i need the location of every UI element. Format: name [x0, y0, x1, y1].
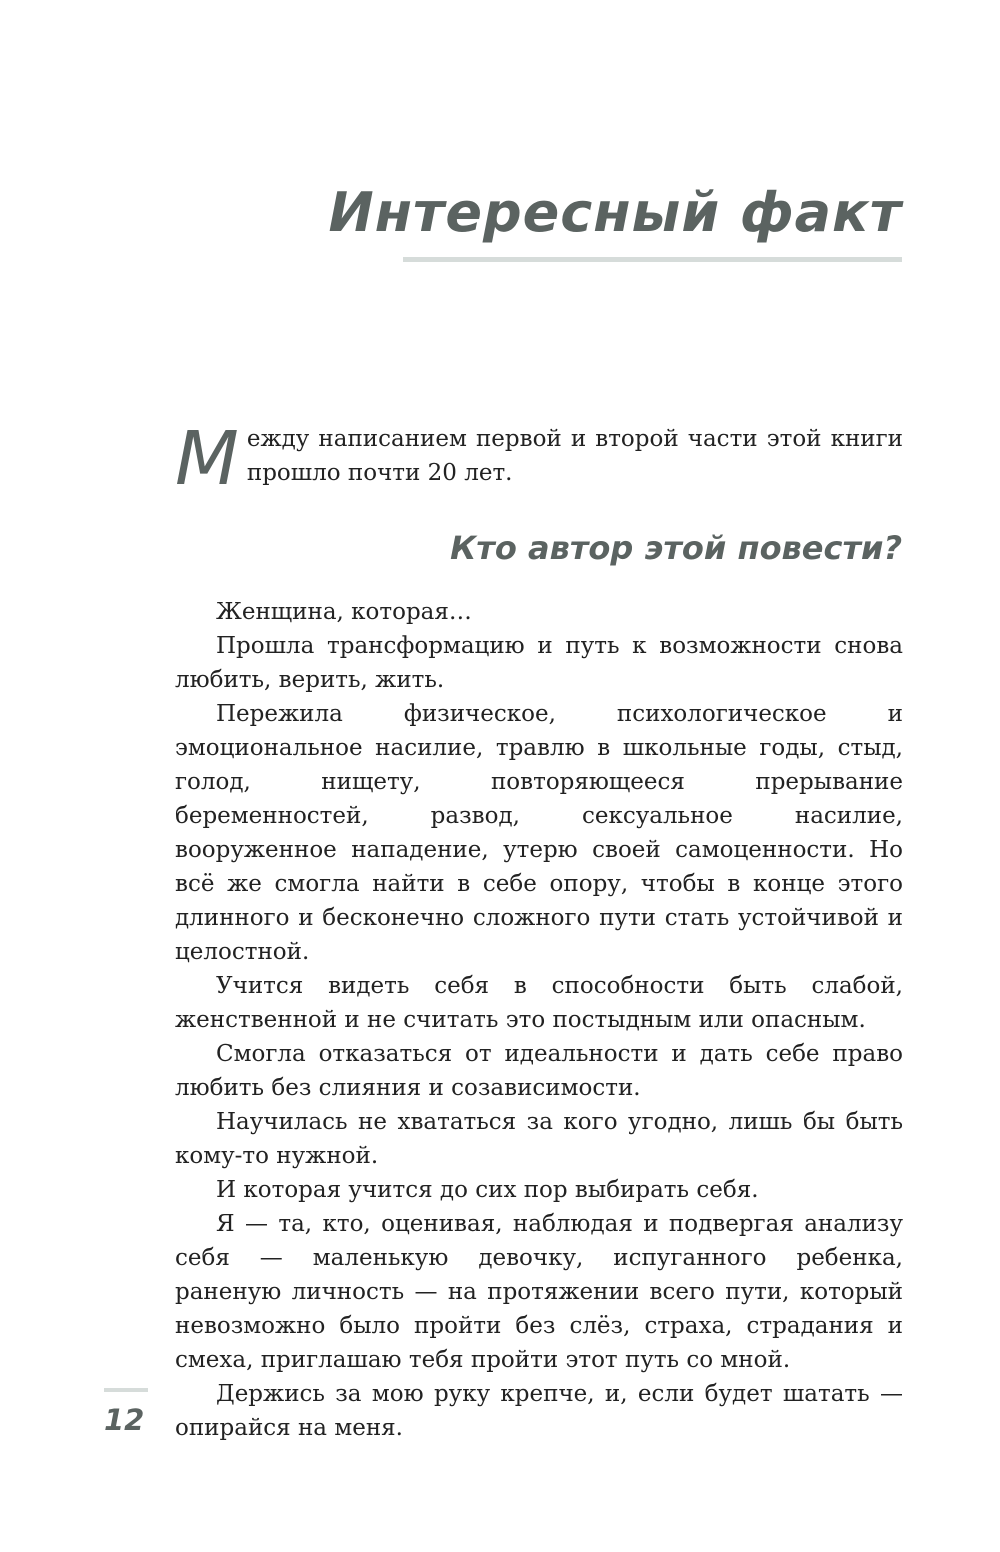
paragraph: И которая учится до сих пор выбирать себя.	[216, 1177, 759, 1203]
paragraph: Прошла трансформацию и путь к возможности снова любить, верить, жить.	[175, 633, 903, 693]
paragraph: Держись за мою руку крепче, и, если будет шатать — опирайся на меня.	[175, 1381, 903, 1441]
paragraph: Я — та, кто, оценивая, наблюдая и подвергая анализу себя — маленькую девочку, испуганного ребенка, раненую личность — на протяжении всего пути, который невозможно было пройти без слёз, страха, страдания и смеха, приглашаю тебя пройти этот путь со мной.	[175, 1211, 903, 1373]
page-number: 12	[104, 1403, 145, 1437]
page-title: Интересный факт	[328, 181, 902, 244]
paragraph: Пережила физическое, психологическое и эмоциональное насилие, травлю в школьные годы, стыд, голод, нищету, повторяющееся прерывание беременностей, развод, сексуальное насилие, вооруженное нападение, утерю своей самоценности. Но всё же смогла найти в себе опору, чтобы в конце этого длинного и бесконечно сложного пути стать устойчивой и целостной.	[175, 701, 903, 965]
footer-rule	[104, 1388, 148, 1392]
paragraph: Научилась не хвататься за кого угодно, лишь бы быть кому-то нужной.	[175, 1109, 903, 1169]
paragraph: Учится видеть себя в способности быть слабой, женственной и не считать это постыдным или опасным.	[175, 973, 903, 1033]
paragraph: Смогла отказаться от идеальности и дать себе право любить без слияния и созависимости.	[175, 1041, 903, 1101]
section-subtitle: Кто автор этой повести?	[450, 529, 902, 567]
paragraph: Женщина, которая…	[216, 599, 472, 625]
drop-cap: М	[175, 416, 239, 502]
intro-paragraph	[175, 416, 903, 502]
intro-text: ежду написанием первой и второй части этой книги прошло почти 20 лет.	[246, 426, 903, 486]
body-text	[175, 595, 903, 1445]
title-underline	[403, 257, 902, 262]
